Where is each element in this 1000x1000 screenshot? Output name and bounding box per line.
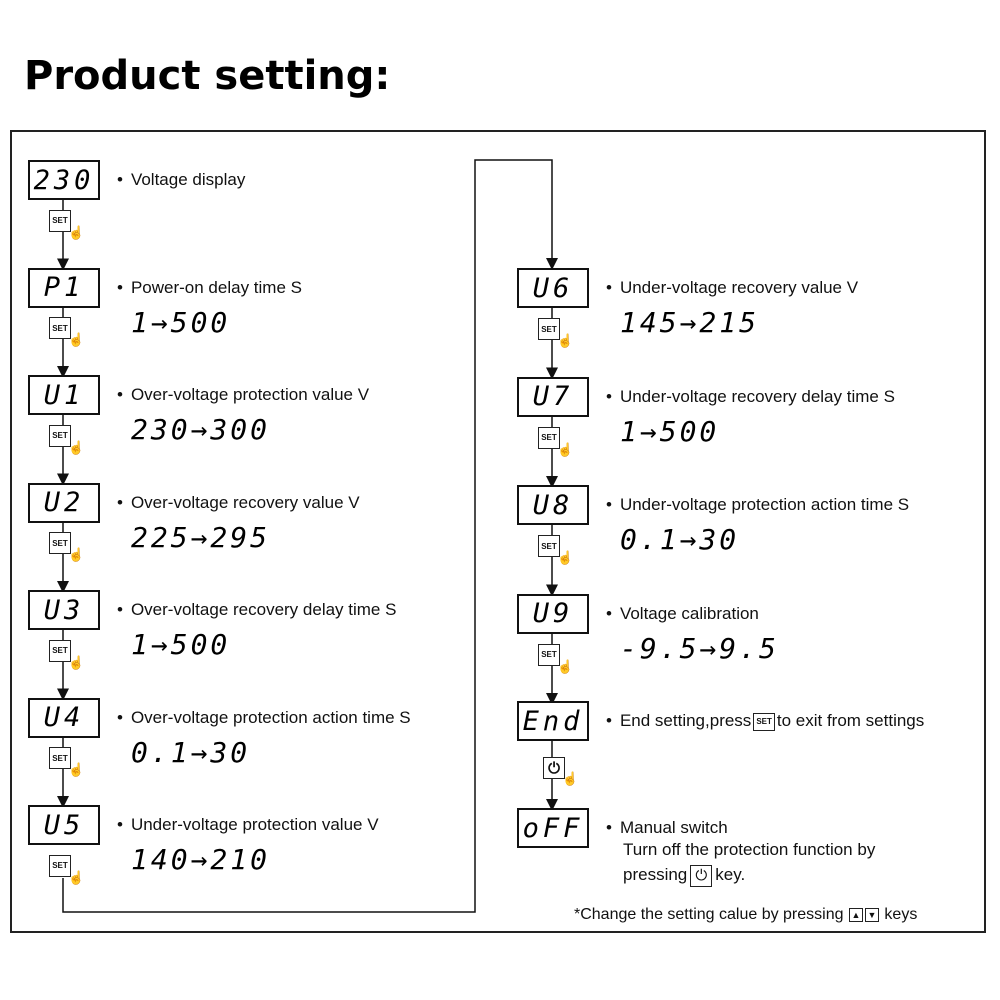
step-description-text: Under-voltage protection action time S xyxy=(619,495,910,514)
step-description-text: Over-voltage protection action time S xyxy=(130,707,411,727)
hand-pointer-icon: ☝ xyxy=(557,441,574,457)
step-description-text: Voltage display xyxy=(130,170,246,189)
setting-range: 230→300 xyxy=(131,413,271,446)
lcd-code: P1 xyxy=(43,272,85,303)
lcd-code: U3 xyxy=(43,594,85,626)
hand-pointer-icon: ☝ xyxy=(68,224,85,240)
setting-range: -9.5→9.5 xyxy=(620,631,779,665)
set-key-icon: SET xyxy=(538,318,560,340)
lcd-code: U5 xyxy=(43,809,85,841)
lcd-display-u9 xyxy=(517,594,589,634)
footnote xyxy=(574,906,917,924)
step-description-text: Over-voltage recovery value V xyxy=(130,492,360,512)
setting-range: 225→295 xyxy=(131,520,271,554)
hand-pointer-icon: ☝ xyxy=(562,771,579,786)
lcd-display-u4 xyxy=(28,698,100,738)
setting-range: 0.1→30 xyxy=(131,735,251,769)
step-description-text: Under-voltage recovery value V xyxy=(619,278,859,297)
off-desc-line3-after: key. xyxy=(715,865,746,884)
page-title: Product setting: xyxy=(24,53,391,99)
hand-pointer-icon: ☝ xyxy=(68,762,85,778)
set-key-icon: SET xyxy=(538,535,560,557)
lcd-code: U9 xyxy=(532,598,574,629)
end-desc-before: End setting,press xyxy=(619,711,752,730)
lcd-display-u1 xyxy=(28,375,100,415)
note-after: keys xyxy=(884,906,918,923)
lcd-display-end xyxy=(517,701,589,741)
hand-pointer-icon: ☝ xyxy=(68,654,85,670)
setting-range: 0.1→30 xyxy=(620,523,740,556)
hand-pointer-icon: ☝ xyxy=(557,550,574,566)
lcd-code: End xyxy=(522,705,584,737)
step-description: • Over-voltage protection value V xyxy=(117,385,370,404)
hand-pointer-icon: ☝ xyxy=(68,869,85,885)
step-description: • Under-voltage protection value V xyxy=(117,815,379,834)
hand-pointer-icon: ☝ xyxy=(68,439,85,455)
lcd-display-u2 xyxy=(28,483,100,523)
step-description: • Under-voltage recovery delay time S xyxy=(606,386,895,406)
set-key-icon: SET xyxy=(538,644,560,666)
step-description: • Voltage display xyxy=(117,170,246,189)
step-description-text: Under-voltage protection value V xyxy=(130,815,379,834)
step-description-text: Under-voltage recovery delay time S xyxy=(619,386,895,406)
set-key-icon: SET xyxy=(49,210,71,232)
off-desc-line1: Manual switch xyxy=(619,818,728,837)
set-key-icon: SET xyxy=(49,855,71,877)
step-description: • Over-voltage recovery delay time S xyxy=(117,600,397,619)
lcd-display-230 xyxy=(28,160,100,200)
lcd-code: U2 xyxy=(43,487,85,518)
step-description: • Voltage calibration xyxy=(606,603,759,623)
step-description: • Power-on delay time S xyxy=(117,277,302,297)
step-description: • Under-voltage recovery value V xyxy=(606,278,859,297)
hand-pointer-icon: ☝ xyxy=(557,333,574,349)
set-key-icon: SET xyxy=(49,425,71,447)
setting-range: 140→210 xyxy=(131,843,271,876)
lcd-display-u6 xyxy=(517,268,589,308)
lcd-code: U8 xyxy=(532,489,574,521)
lcd-code: U4 xyxy=(43,702,85,733)
note-before: *Change the setting calue by pressing xyxy=(574,906,844,923)
power-key-icon: ⏻ xyxy=(543,757,565,779)
set-key-icon: SET xyxy=(49,532,71,554)
step-description: • Over-voltage protection action time S xyxy=(117,707,411,727)
off-description: • Manual switch Turn off the protection function by pressing ⏻ key. xyxy=(606,817,875,887)
set-key-icon: SET xyxy=(753,713,775,731)
set-key-icon: SET xyxy=(538,427,560,449)
lcd-display-u5 xyxy=(28,805,100,845)
end-desc-after: to exit from settings xyxy=(776,711,925,730)
step-description-text: Over-voltage recovery delay time S xyxy=(130,600,397,619)
step-description-text: Voltage calibration xyxy=(619,603,759,623)
setting-range: 1→500 xyxy=(131,628,231,661)
lcd-display-p1 xyxy=(28,268,100,308)
set-key-icon: SET xyxy=(49,317,71,339)
off-desc-line2: Turn off the protection function by xyxy=(623,840,876,859)
setting-range: 1→500 xyxy=(620,414,720,448)
step-description: • Over-voltage recovery value V xyxy=(117,492,360,512)
lcd-code: U7 xyxy=(532,381,574,412)
up-arrow-key-icon: ▲ xyxy=(849,908,863,922)
setting-range: 1→500 xyxy=(131,305,231,339)
hand-pointer-icon: ☝ xyxy=(557,658,574,674)
hand-pointer-icon: ☝ xyxy=(68,332,85,348)
lcd-display-u7 xyxy=(517,377,589,417)
lcd-code: U1 xyxy=(43,379,85,411)
lcd-display-off xyxy=(517,808,589,848)
set-key-icon: SET xyxy=(49,640,71,662)
power-key-icon: ⏻ xyxy=(690,865,712,887)
step-description-text: Power-on delay time S xyxy=(130,277,302,297)
setting-range: 145→215 xyxy=(620,306,760,339)
down-arrow-key-icon: ▼ xyxy=(865,908,879,922)
set-key-icon: SET xyxy=(49,747,71,769)
step-description-text: Over-voltage protection value V xyxy=(130,385,370,404)
lcd-display-u3 xyxy=(28,590,100,630)
off-desc-line3-before: pressing xyxy=(623,865,688,884)
lcd-code: 230 xyxy=(33,164,95,196)
lcd-code: U6 xyxy=(532,272,574,304)
lcd-display-u8 xyxy=(517,485,589,525)
end-description: • End setting,press SET to exit from settings xyxy=(606,711,925,730)
hand-pointer-icon: ☝ xyxy=(68,547,85,563)
step-description: • Under-voltage protection action time S xyxy=(606,495,910,514)
lcd-code: oFF xyxy=(522,812,584,844)
